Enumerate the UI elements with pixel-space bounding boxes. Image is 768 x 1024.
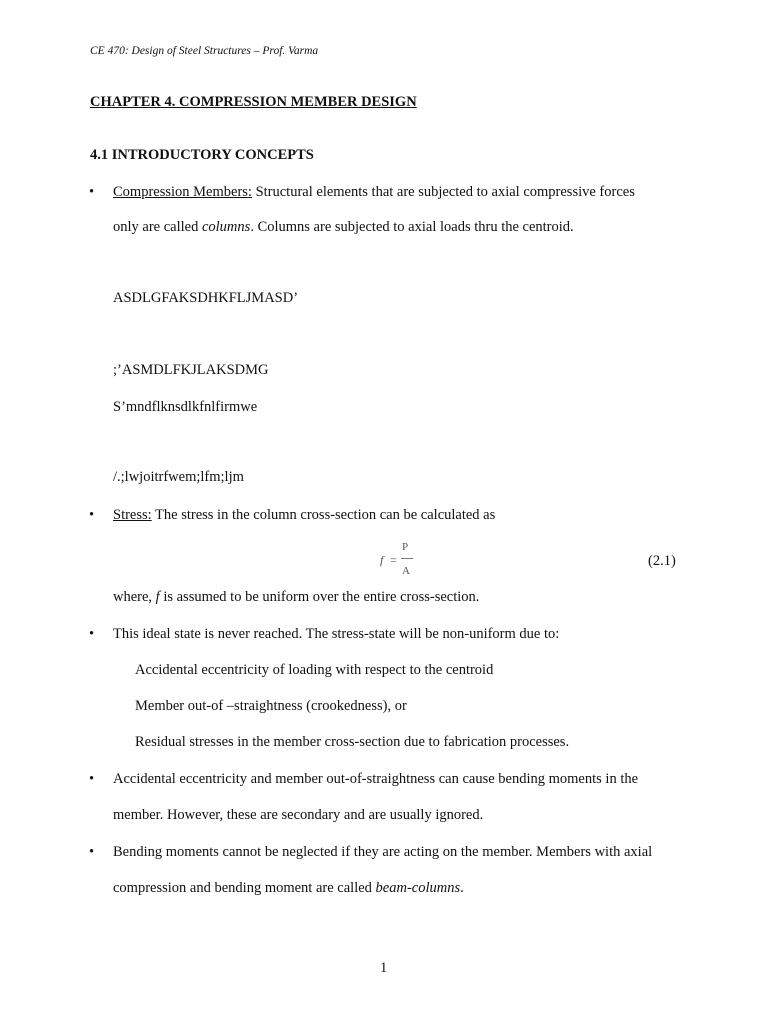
bullet-marker: • xyxy=(89,844,95,860)
garbage-line: ASDLGFAKSDHKFLJMASD’ xyxy=(113,290,299,306)
equation-number: (2.1) xyxy=(648,553,676,569)
compression-term: Compression Members: xyxy=(113,184,252,200)
equation-numerator: P xyxy=(402,541,409,553)
cause-item: Residual stresses in the member cross-section due to fabrication processes. xyxy=(135,734,570,750)
accidental-line-2: member. However, these are secondary and are usually ignored. xyxy=(113,807,484,823)
beam-columns-term: beam-columns xyxy=(375,880,461,896)
compression-line-1 xyxy=(113,184,635,201)
section-title: 4.1 INTRODUCTORY CONCEPTS xyxy=(90,147,314,163)
bullet-marker: • xyxy=(89,771,95,787)
compression-text: only are called xyxy=(113,219,202,235)
cause-item: Member out-of –straightness (crookedness), or xyxy=(135,698,407,714)
where-text: is assumed to be uniform over the entire cross-section. xyxy=(159,589,480,605)
stress-term: Stress: xyxy=(113,507,152,523)
f-symbol: f xyxy=(155,589,160,605)
equation-equals: = xyxy=(390,553,397,567)
compression-text: . Columns are subjected to axial loads thru the centroid. xyxy=(250,219,574,235)
fraction-bar xyxy=(401,558,413,559)
compression-line-2 xyxy=(113,219,574,236)
columns-term: columns xyxy=(201,219,251,235)
running-header: CE 470: Design of Steel Structures – Prof. Varma xyxy=(90,45,319,57)
stress-text: The stress in the column cross-section can be calculated as xyxy=(151,507,496,523)
bullet-marker: • xyxy=(89,626,95,642)
where-line xyxy=(113,589,479,606)
compression-text: Structural elements that are subjected to axial compressive forces xyxy=(251,184,635,200)
garbage-line: ;’ASMDLFKJLAKSDMG xyxy=(113,362,269,378)
bending-line-1: Bending moments cannot be neglected if they are acting on the member. Members with axial xyxy=(113,844,653,860)
where-text: where, xyxy=(113,589,156,605)
equation-denominator: A xyxy=(402,565,410,577)
stress-line xyxy=(113,507,495,524)
page-number: 1 xyxy=(380,960,388,976)
accidental-line-1: Accidental eccentricity and member out-of-straightness can cause bending moments in the xyxy=(113,771,639,787)
equation-lhs: f xyxy=(380,553,384,567)
bullet-marker: • xyxy=(89,507,95,523)
garbage-line: S’mndflknsdlkfnlfirmwe xyxy=(113,399,258,415)
bending-text: compression and bending moment are called xyxy=(113,880,376,896)
bending-line-2 xyxy=(113,880,464,897)
bullet-marker: • xyxy=(89,184,95,200)
ideal-state-line: This ideal state is never reached. The stress-state will be non-uniform due to: xyxy=(113,626,560,642)
bending-text: . xyxy=(460,880,464,896)
chapter-title: CHAPTER 4. COMPRESSION MEMBER DESIGN xyxy=(90,94,417,110)
garbage-line: /.;lwjoitrfwem;lfm;ljm xyxy=(113,469,244,485)
cause-item: Accidental eccentricity of loading with respect to the centroid xyxy=(135,662,494,678)
